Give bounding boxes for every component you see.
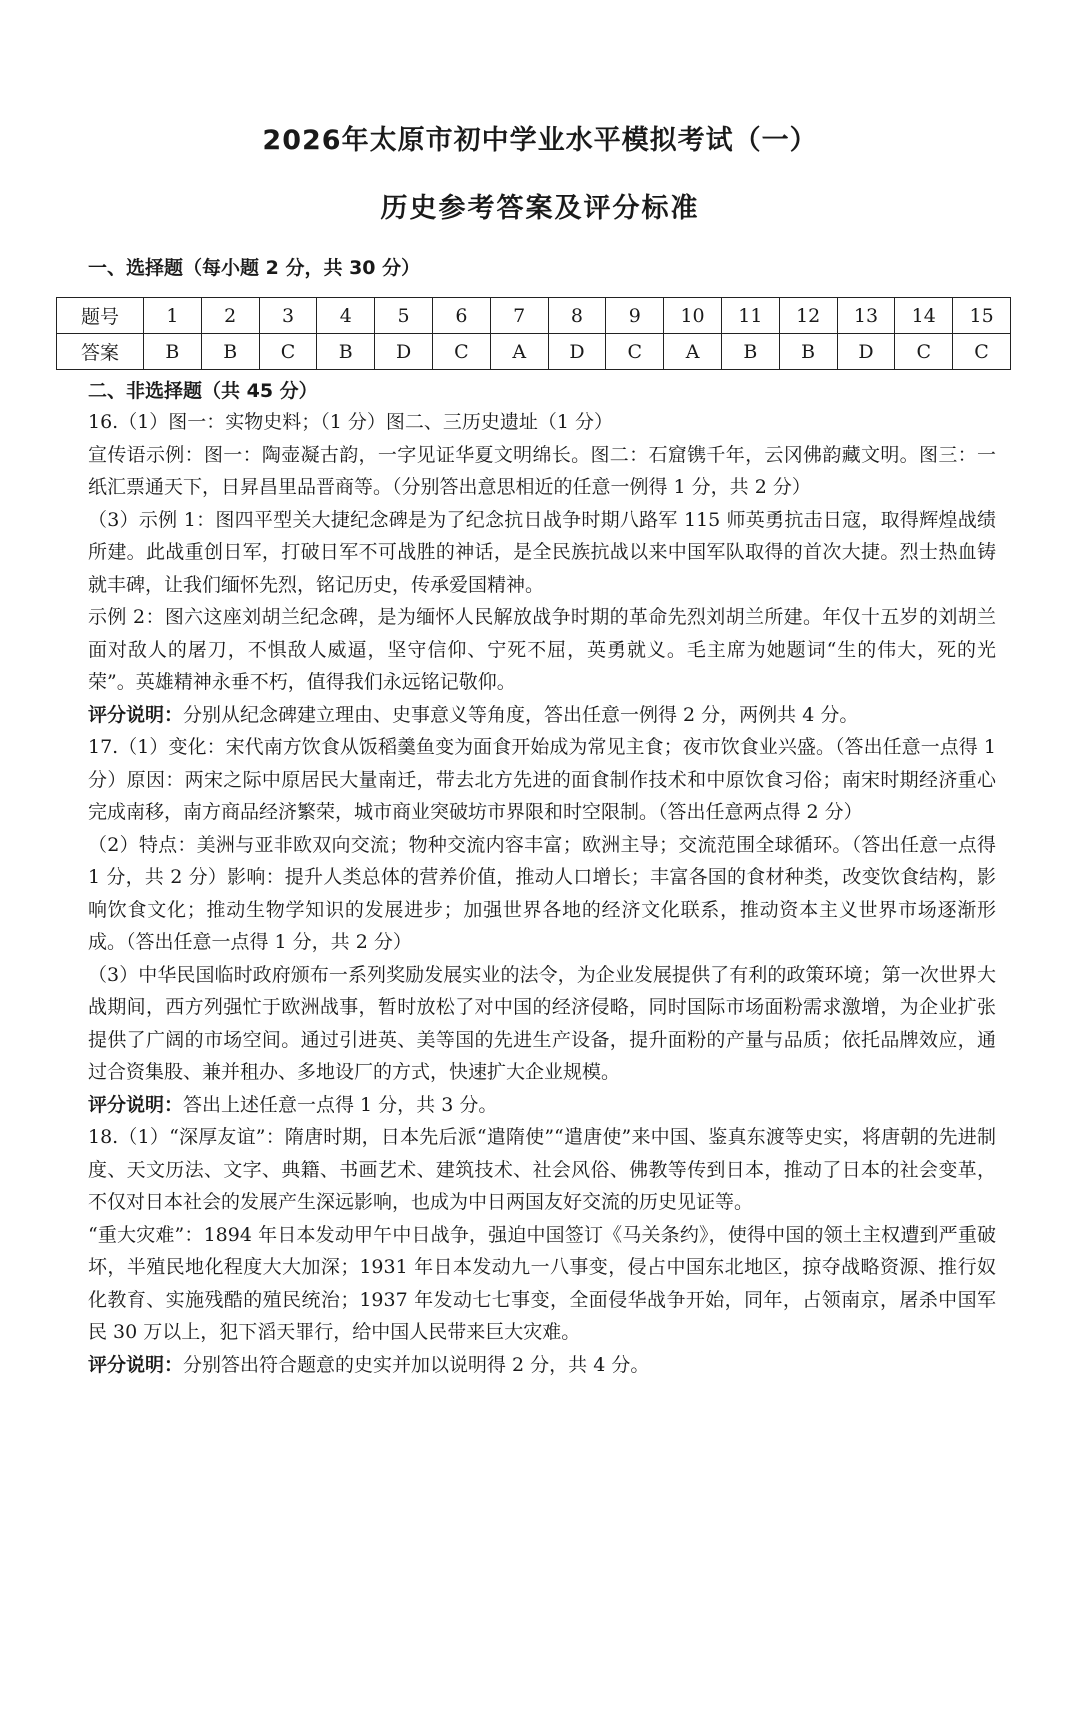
- q16-part3-example1: （3）示例 1：图四平型关大捷纪念碑是为了纪念抗日战争时期八路军 115 师英勇抗击日寇，取得辉煌战绩所建。此战重创日军，打破日军不可战胜的神话，是全民族抗战以来中国军队取得的首次大捷。烈士热血铸就丰碑，让我们缅怀先烈，铭记历史，传承爱国精神。: [88, 508, 996, 596]
- answer-table: [56, 297, 1011, 370]
- row-label-number: 题号: [57, 298, 144, 334]
- question-number: 14: [895, 298, 953, 334]
- question-number: 9: [606, 298, 664, 334]
- answer-cell: B: [721, 334, 779, 370]
- q16-part2: 宣传语示例：图一：陶壶凝古韵，一字见证华夏文明绵长。图二：石窟镌千年，云冈佛韵藏文明。图三：一纸汇票通天下，日昇昌里品晋商等。（分别答出意思相近的任意一例得 1 分，共 2 分）: [88, 443, 996, 498]
- answer-cell: A: [664, 334, 722, 370]
- answer-cell: C: [606, 334, 664, 370]
- q16-scoring-note: [88, 699, 996, 732]
- question-number: 2: [201, 298, 259, 334]
- row-label-answer: 答案: [57, 334, 144, 370]
- answer-cell: B: [317, 334, 375, 370]
- question-number: 4: [317, 298, 375, 334]
- q18-part1-disaster: “重大灾难”：1894 年日本发动甲午中日战争，强迫中国签订《马关条约》，使得中国的领土主权遭到严重破坏，半殖民地化程度大大加深；1931 年日本发动九一八事变，侵占中国东北地区，掠夺战略资源、推行奴化教育、实施残酷的殖民统治；1937 年发动七七事变，全面侵华战争开始，同年，占领南京，屠杀中国军民 30 万以上，犯下滔天罪行，给中国人民带来巨大灾难。: [88, 1223, 996, 1343]
- scoring-note-label: 评分说明：: [88, 1353, 184, 1376]
- scoring-note-label: 评分说明：: [88, 1093, 184, 1116]
- answer-cell: B: [779, 334, 837, 370]
- scoring-note-text: 答出上述任意一点得 1 分，共 3 分。: [183, 1093, 498, 1116]
- q18-part1-friendship: 18.（1）“深厚友谊”：隋唐时期，日本先后派“遣隋使”“遣唐使”来中国、鉴真东渡等史实，将唐朝的先进制度、天文历法、文字、典籍、书画艺术、建筑技术、社会风俗、佛教等传到日本，推动了日本的社会变革，不仅对日本社会的发展产生深远影响，也成为中日两国友好交流的历史见证等。: [88, 1126, 996, 1213]
- question-number: 1: [144, 298, 202, 334]
- answer-cell: B: [144, 334, 202, 370]
- question-number: 3: [259, 298, 317, 334]
- answer-cell: B: [201, 334, 259, 370]
- answer-cell: D: [837, 334, 895, 370]
- section1-heading: 一、选择题（每小题 2 分，共 30 分）: [88, 257, 421, 279]
- question-number: 6: [432, 298, 490, 334]
- page-subtitle: 历史参考答案及评分标准: [380, 193, 700, 224]
- q18-scoring-note: [88, 1349, 996, 1382]
- question-number: 8: [548, 298, 606, 334]
- question-number: 5: [375, 298, 433, 334]
- table-row-numbers: [57, 298, 1011, 334]
- q16-part3-example2: 示例 2：图六这座刘胡兰纪念碑，是为缅怀人民解放战争时期的革命先烈刘胡兰所建。年仅十五岁的刘胡兰面对敌人的屠刀，不惧敌人威逼，坚守信仰、宁死不屈，英勇就义。毛主席为她题词“生的伟大，死的光荣”。英雄精神永垂不朽，值得我们永远铭记敬仰。: [88, 606, 996, 693]
- question-number: 11: [721, 298, 779, 334]
- question-number: 15: [953, 298, 1011, 334]
- question-number: 7: [490, 298, 548, 334]
- table-row-answers: [57, 334, 1011, 370]
- answer-cell: A: [490, 334, 548, 370]
- q16-part1: 16.（1）图一：实物史料；（1 分）图二、三历史遗址（1 分）: [88, 411, 614, 433]
- scoring-note-text: 分别从纪念碑建立理由、史事意义等角度，答出任意一例得 2 分，两例共 4 分。: [183, 703, 859, 726]
- q17-part1: 17.（1）变化：宋代南方饮食从饭稻羹鱼变为面食开始成为常见主食；夜市饮食业兴盛。（答出任意一点得 1 分）原因：两宋之际中原居民大量南迁，带去北方先进的面食制作技术和中原饮食习俗；南宋时期经济重心完成南移，南方商品经济繁荣，城市商业突破坊市界限和时空限制。（答出任意两点得 2 分）: [88, 736, 996, 823]
- answer-cell: D: [548, 334, 606, 370]
- q17-part3: （3）中华民国临时政府颁布一系列奖励发展实业的法令，为企业发展提供了有利的政策环境；第一次世界大战期间，西方列强忙于欧洲战事，暂时放松了对中国的经济侵略，同时国际市场面粉需求激增，为企业扩张提供了广阔的市场空间。通过引进英、美等国的先进生产设备，提升面粉的产量与品质；依托品牌效应，通过合资集股、兼并租办、多地设厂的方式，快速扩大企业规模。: [88, 963, 996, 1083]
- q17-scoring-note: [88, 1089, 996, 1122]
- page-title: 2026年太原市初中学业水平模拟考试（一）: [262, 125, 818, 156]
- question-number: 13: [837, 298, 895, 334]
- section2-heading: 二、非选择题（共 45 分）: [88, 380, 318, 402]
- answer-cell: C: [895, 334, 953, 370]
- answer-cell: C: [432, 334, 490, 370]
- q17-part2: （2）特点：美洲与亚非欧双向交流；物种交流内容丰富；欧洲主导；交流范围全球循环。（答出任意一点得 1 分，共 2 分）影响：提升人类总体的营养价值，推动人口增长；丰富各国的食材种类，改变饮食结构，影响饮食文化；推动生物学知识的发展进步；加强世界各地的经济文化联系，推动资本主义世界市场逐渐形成。（答出任意一点得 1 分，共 2 分）: [88, 833, 996, 953]
- answer-cell: C: [259, 334, 317, 370]
- question-number: 12: [779, 298, 837, 334]
- answer-cell: C: [953, 334, 1011, 370]
- scoring-note-label: 评分说明：: [88, 703, 184, 726]
- scoring-note-text: 分别答出符合题意的史实并加以说明得 2 分，共 4 分。: [183, 1353, 650, 1376]
- document-body: [80, 253, 996, 1381]
- question-number: 10: [664, 298, 722, 334]
- answer-cell: D: [375, 334, 433, 370]
